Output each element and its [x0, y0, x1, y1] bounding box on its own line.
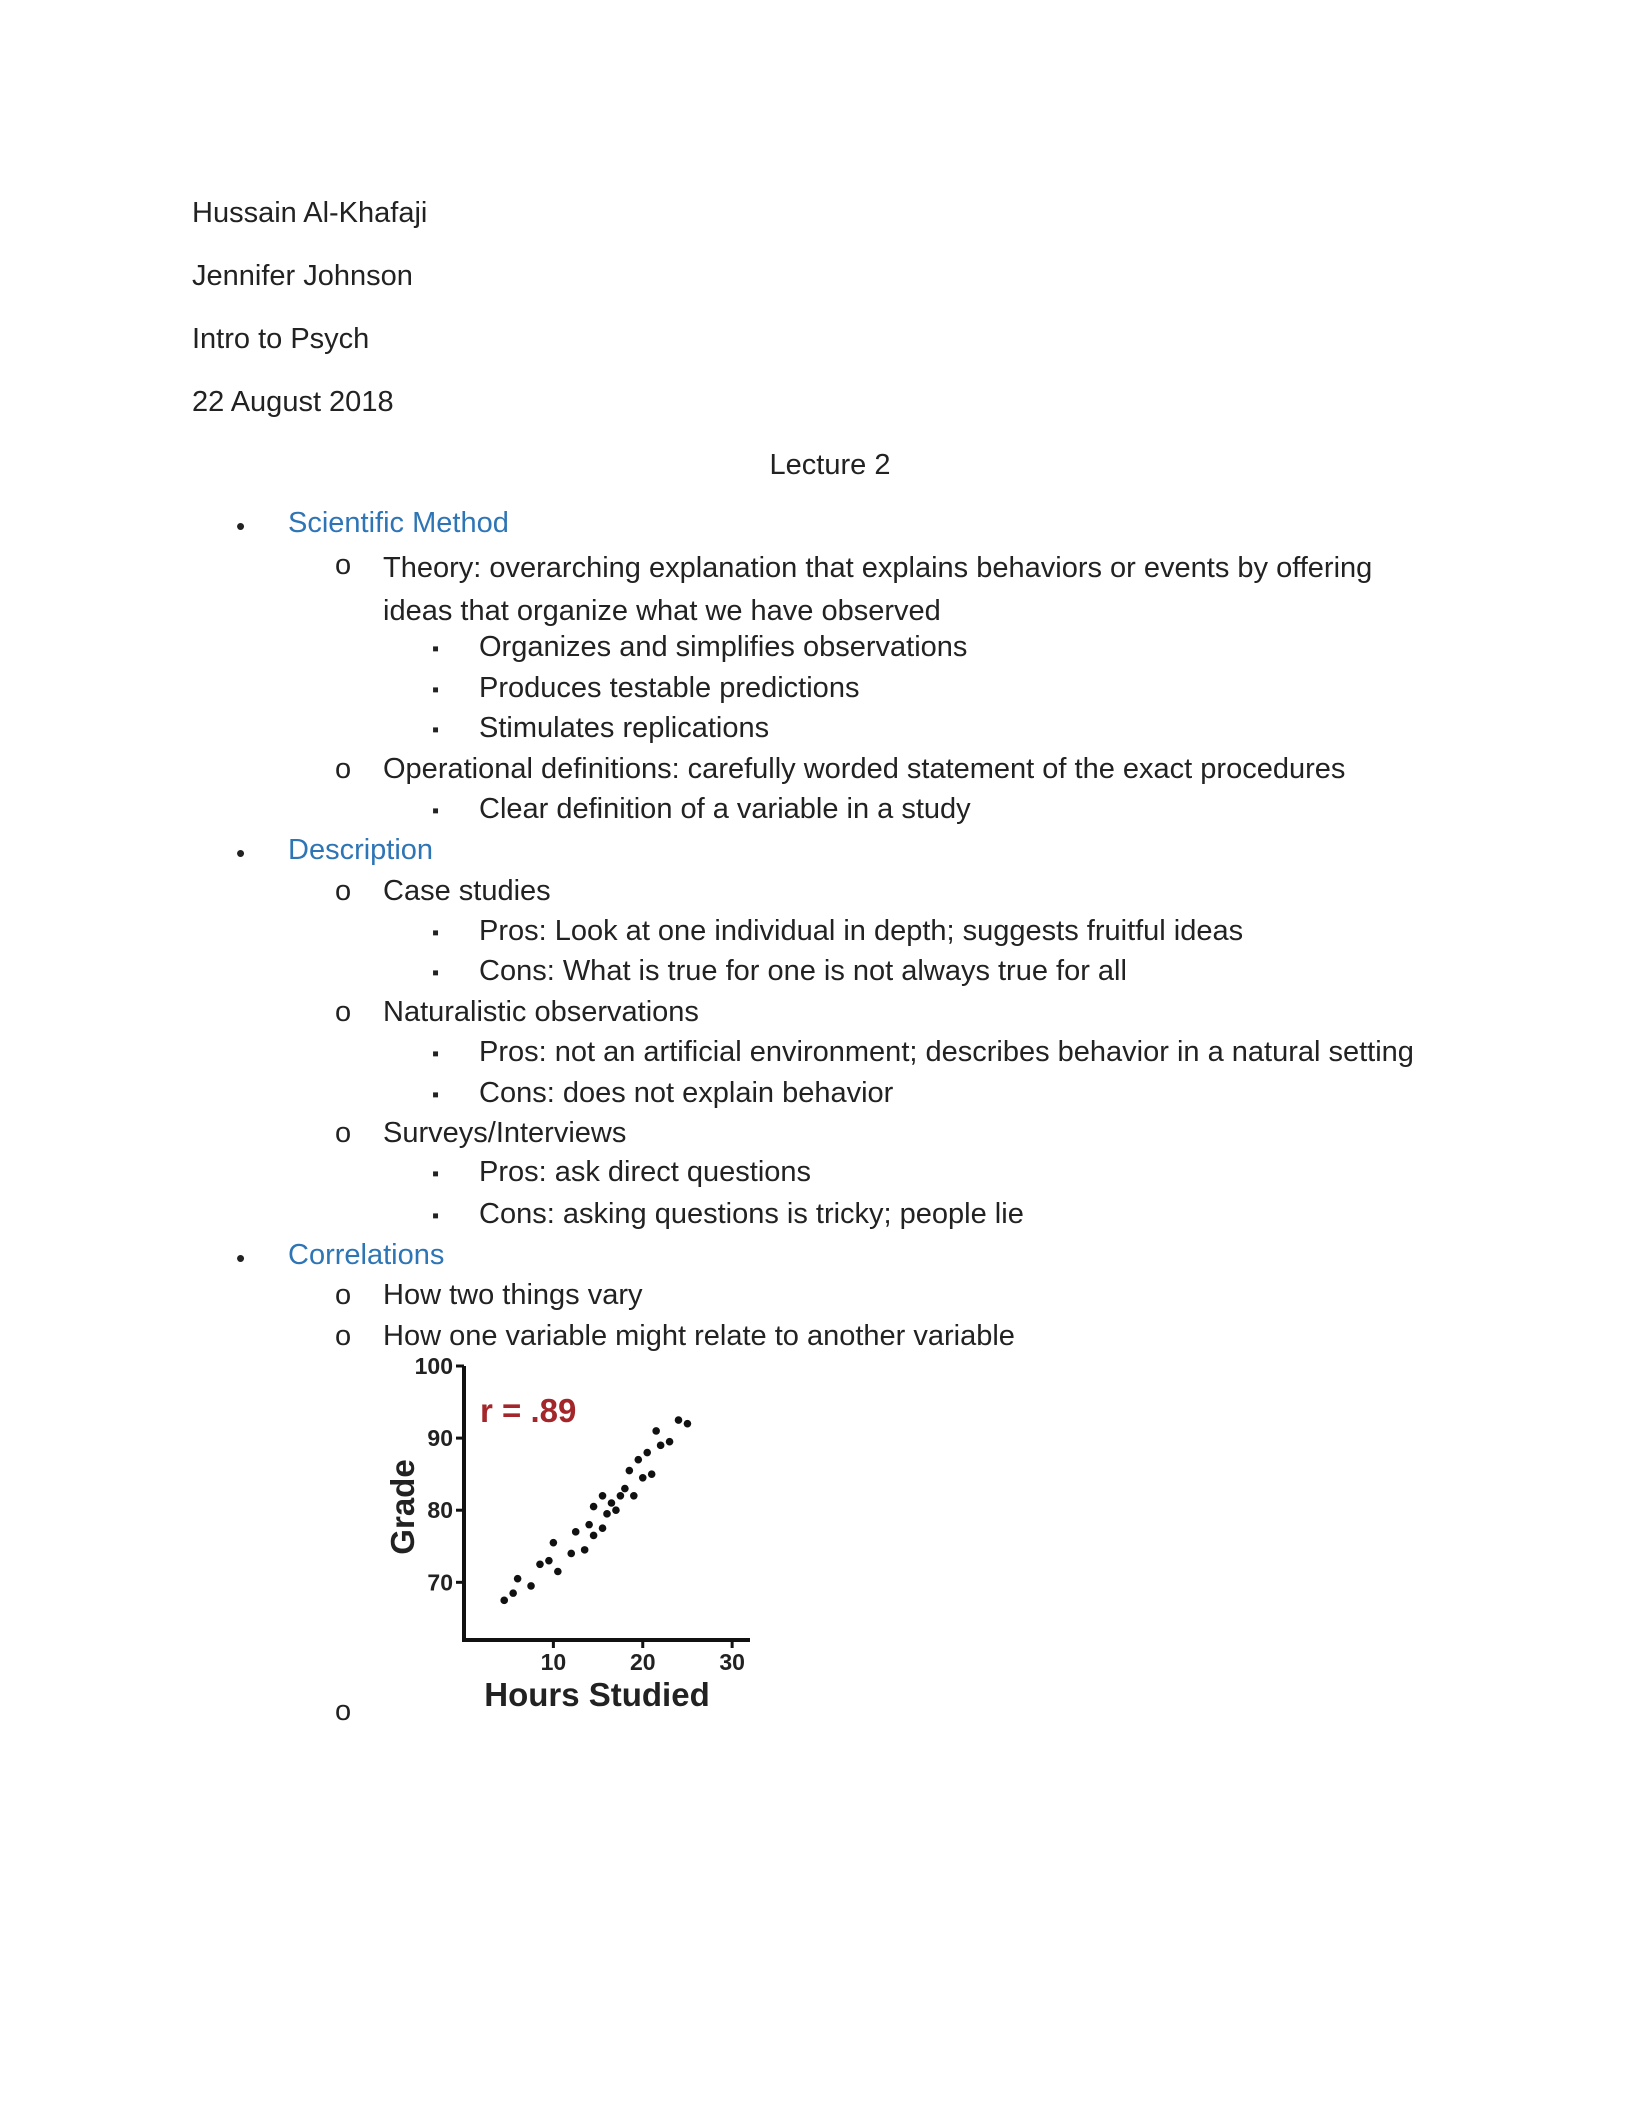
bullet-marker: o: [335, 1117, 352, 1149]
section-heading-correlations: Correlations: [288, 1239, 445, 1271]
list-item: Cons: What is true for one is not always true for all: [479, 955, 1127, 987]
list-item: Cons: does not explain behavior: [479, 1077, 894, 1109]
data-point: [626, 1467, 634, 1475]
data-point: [652, 1427, 660, 1435]
data-point: [617, 1492, 625, 1500]
data-point: [550, 1539, 558, 1547]
data-point: [599, 1492, 607, 1500]
bullet-marker: o: [335, 753, 352, 785]
list-item: Produces testable predictions: [479, 672, 860, 704]
y-tick-label: 100: [414, 1358, 453, 1379]
data-point: [666, 1438, 674, 1446]
bullet-marker: ▪: [432, 1084, 440, 1106]
data-point: [608, 1499, 616, 1507]
x-tick-label: 30: [719, 1649, 745, 1675]
y-axis-title: Grade: [384, 1459, 421, 1555]
bullet-marker: ▪: [432, 1163, 440, 1185]
y-tick-label: 90: [427, 1425, 453, 1452]
data-point: [684, 1420, 692, 1428]
list-item: Pros: not an artificial environment; describes behavior in a natural setting: [479, 1036, 1414, 1068]
theory-definition: Theory: overarching explanation that explains behaviors or events by offering ideas that organize what we have observed: [383, 552, 1373, 627]
bullet-marker: ▪: [432, 638, 440, 660]
document-date: 22 August 2018: [192, 386, 394, 418]
surveys-interviews: Surveys/Interviews: [383, 1117, 627, 1149]
data-point: [581, 1546, 589, 1554]
data-point: [585, 1521, 593, 1529]
author-name: Hussain Al-Khafaji: [192, 197, 428, 229]
list-item: How one variable might relate to another variable: [383, 1320, 1015, 1352]
course-name: Intro to Psych: [192, 323, 370, 355]
data-point: [536, 1560, 544, 1568]
y-tick-label: 70: [427, 1569, 453, 1596]
bullet-marker: ▪: [432, 1205, 440, 1227]
data-point: [590, 1503, 598, 1511]
bullet-marker: ▪: [432, 719, 440, 741]
y-tick-label: 80: [427, 1497, 453, 1524]
x-tick-label: 10: [540, 1649, 567, 1675]
bullet-marker: •: [236, 511, 246, 541]
section-heading-description: Description: [288, 834, 434, 866]
data-point: [554, 1568, 562, 1576]
bullet-marker: o: [335, 875, 352, 907]
operational-definitions: Operational definitions: carefully worded statement of the exact procedures: [383, 753, 1346, 785]
data-point: [630, 1492, 638, 1500]
data-point: [509, 1589, 517, 1597]
data-point: [514, 1575, 522, 1583]
data-point: [643, 1449, 651, 1457]
list-item: Pros: Look at one individual in depth; suggests fruitful ideas: [479, 915, 1244, 947]
x-tick-label: 20: [629, 1649, 656, 1675]
data-point: [567, 1550, 575, 1558]
page-title: Lecture 2: [769, 449, 891, 481]
bullet-marker: •: [236, 838, 246, 868]
list-item: Clear definition of a variable in a study: [479, 793, 971, 825]
data-point: [675, 1416, 683, 1424]
list-item: How two things vary: [383, 1279, 643, 1311]
data-point: [590, 1532, 598, 1540]
bullet-marker: o: [335, 549, 352, 581]
list-item: Cons: asking questions is tricky; people lie: [479, 1198, 1024, 1230]
bullet-marker: ▪: [432, 962, 440, 984]
data-point: [603, 1510, 611, 1518]
bullet-marker: ▪: [432, 679, 440, 701]
data-point: [621, 1485, 629, 1493]
section-heading-scientific-method: Scientific Method: [288, 507, 509, 539]
list-item: Pros: ask direct questions: [479, 1156, 812, 1188]
bullet-marker: ▪: [432, 922, 440, 944]
x-axis-title: Hours Studied: [484, 1676, 710, 1713]
data-point: [657, 1442, 665, 1450]
bullet-marker: ▪: [432, 1043, 440, 1065]
correlation-annotation: r = .89: [480, 1392, 577, 1430]
bullet-marker: ▪: [432, 800, 440, 822]
data-point: [612, 1506, 620, 1514]
list-item: Stimulates replications: [479, 712, 770, 744]
data-point: [599, 1524, 607, 1532]
data-point: [572, 1528, 580, 1536]
bullet-marker: o: [335, 1279, 352, 1311]
bullet-marker: o: [335, 1320, 352, 1352]
data-point: [500, 1597, 508, 1605]
bullet-marker: o: [335, 1695, 352, 1727]
data-point: [634, 1456, 642, 1464]
instructor-name: Jennifer Johnson: [192, 260, 413, 292]
data-point: [648, 1470, 656, 1478]
data-point: [639, 1474, 647, 1482]
scatter-chart: [380, 1358, 760, 1728]
data-point: [545, 1557, 553, 1565]
bullet-marker: •: [236, 1243, 246, 1273]
data-point: [527, 1582, 535, 1590]
case-studies: Case studies: [383, 875, 551, 907]
list-item: Organizes and simplifies observations: [479, 631, 968, 663]
naturalistic-observations: Naturalistic observations: [383, 996, 699, 1028]
bullet-marker: o: [335, 996, 352, 1028]
